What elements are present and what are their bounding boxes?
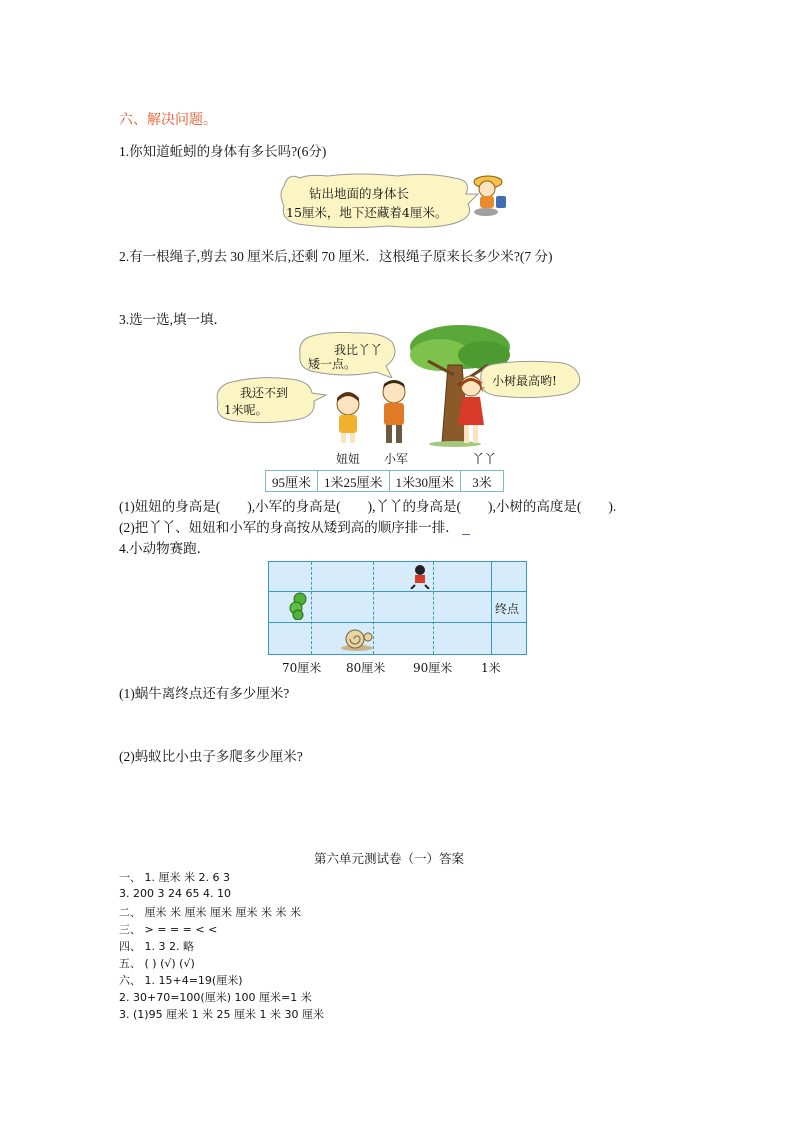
yaya-figure — [453, 373, 489, 447]
answer-line: 3. 200 3 24 65 4. 10 — [119, 887, 231, 900]
finish-label: 终点 — [495, 602, 520, 616]
distance-label: 1米 — [481, 661, 501, 675]
lane-divider — [269, 622, 526, 623]
niuniu-bubble-line2: 1米呢。 — [224, 403, 268, 417]
height-options-table — [265, 470, 504, 492]
explorer-child-illustration — [466, 172, 514, 218]
marker-90cm — [433, 562, 434, 654]
option-cell: 1米25厘米 — [318, 471, 390, 492]
snail-illustration — [339, 626, 375, 652]
answers-title: 第六单元测试卷（一）答案 — [314, 852, 465, 866]
section-title: 六、解决问题。 — [119, 113, 217, 128]
answer-line: 三、 > = = = < < — [119, 923, 218, 936]
question-1-text: 1.你知道蚯蚓的身体有多长吗?(6分) — [119, 144, 327, 159]
answer-line: 五、 ( ) (√) (√) — [119, 957, 195, 970]
question-4-sub1: (1)蜗牛离终点还有多少厘米? — [119, 686, 290, 701]
niuniu-figure — [330, 390, 366, 446]
niuniu-bubble-line1: 我还不到 — [240, 386, 289, 400]
race-track — [268, 561, 527, 655]
question-3-sub2-wrap — [119, 516, 470, 536]
distance-label: 70厘米 — [282, 661, 322, 675]
name-yaya: 丫丫 — [472, 452, 497, 466]
q1-bubble-line1: 钻出地面的身体长 — [309, 186, 410, 201]
marker-70cm — [311, 562, 312, 654]
xiaojun-bubble-line2: 矮一点。 — [308, 357, 357, 371]
answer-line: 3. (1)95 厘米 1 米 25 厘米 1 米 30 厘米 — [119, 1008, 325, 1021]
name-xiaojun: 小军 — [384, 452, 409, 466]
ant-illustration — [407, 563, 433, 589]
yaya-bubble-text: 小树最高哟! — [492, 374, 557, 388]
answer-line: 二、 厘米 米 厘米 厘米 厘米 米 米 米 — [119, 906, 301, 919]
caterpillar-illustration — [287, 592, 309, 620]
answer-line: 2. 30+70=100(厘米) 100 厘米=1 米 — [119, 991, 312, 1004]
distance-label: 90厘米 — [413, 661, 453, 675]
question-3-sub1: (1)妞妞的身高是( ),小军的身高是( ),丫丫的身高是( ),小树的高度是( ). — [119, 499, 617, 514]
q1-bubble-line2: 15厘米，地下还藏着4厘米。 — [286, 205, 448, 220]
question-3-sub2: (2)把丫丫、妞妞和小军的身高按从矮到高的顺序排一排． — [119, 520, 459, 535]
distance-label: 80厘米 — [346, 661, 386, 675]
option-cell: 1米30厘米 — [389, 471, 461, 492]
name-niuniu: 妞妞 — [336, 452, 361, 466]
answer-line: 六、 1. 15+4=19(厘米) — [119, 974, 243, 987]
xiaojun-bubble-line1: 我比丫丫 — [334, 343, 383, 357]
question-4-text: 4.小动物赛跑． — [119, 541, 211, 556]
answer-line: 一、 1. 厘米 米 2. 6 3 — [119, 871, 230, 884]
answer-line: 四、 1. 3 2. 略 — [119, 940, 194, 953]
question-3-text: 3.选一选,填一填． — [119, 312, 227, 327]
xiaojun-figure — [376, 378, 412, 446]
option-cell: 95厘米 — [266, 471, 318, 492]
option-cell: 3米 — [461, 471, 504, 492]
finish-line — [491, 562, 492, 654]
question-4-sub2: (2)蚂蚁比小虫子多爬多少厘米? — [119, 749, 303, 764]
answer-blank[interactable] — [462, 522, 470, 535]
question-2-text: 2.有一根绳子,剪去 30 厘米后,还剩 70 厘米．这根绳子原来长多少米?(7 分) — [119, 249, 553, 264]
